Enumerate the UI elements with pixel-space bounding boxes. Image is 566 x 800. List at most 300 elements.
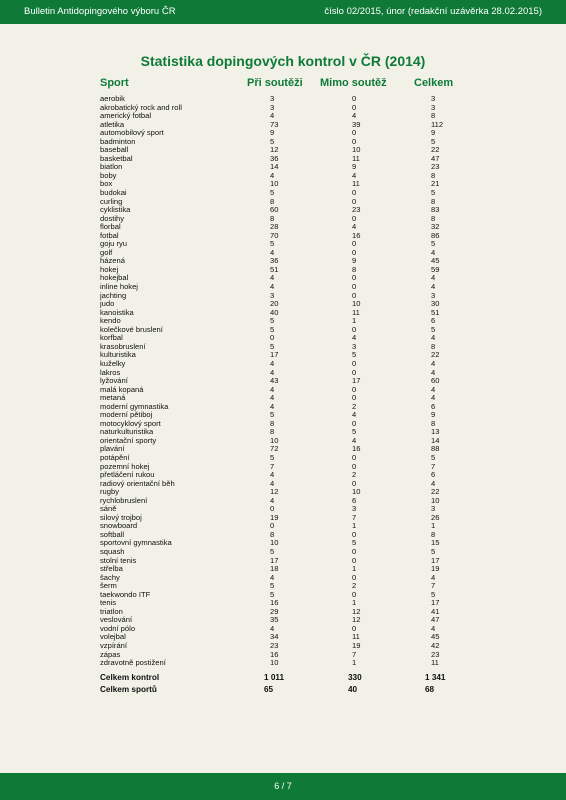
out-of-competition-value: 0 (352, 358, 357, 368)
total-value: 23 (431, 649, 440, 659)
total-value: 6 (431, 401, 436, 411)
table-row (0, 198, 566, 207)
in-competition-value: 5 (270, 546, 275, 556)
total-value: 8 (431, 196, 436, 206)
in-competition-value: 16 (270, 649, 279, 659)
in-competition-value: 4 (270, 572, 275, 582)
in-competition-value: 12 (270, 487, 279, 497)
sport-name: metaná (100, 393, 126, 403)
sport-name: pozemní hokej (100, 461, 150, 471)
out-of-competition-value: 16 (352, 444, 361, 454)
out-of-competition-value: 1 (352, 521, 357, 531)
table-row (0, 445, 566, 454)
in-competition-value: 72 (270, 444, 279, 454)
in-competition-value: 70 (270, 230, 279, 240)
sport-name: fotbal (100, 230, 119, 240)
table-row (0, 112, 566, 121)
in-competition-value: 9 (270, 128, 275, 138)
table-row (0, 591, 566, 600)
sport-name: tenis (100, 598, 117, 608)
out-of-competition-value: 1 (352, 598, 357, 608)
total-value: 8 (431, 111, 436, 121)
in-competition-value: 34 (270, 632, 279, 642)
in-competition-value: 5 (270, 324, 275, 334)
total-value: 86 (431, 230, 440, 240)
table-row (0, 531, 566, 540)
table-row (0, 642, 566, 651)
table-row (0, 463, 566, 472)
table-row (0, 377, 566, 386)
in-competition-value: 4 (270, 478, 275, 488)
total-value: 22 (431, 487, 440, 497)
sport-name: curling (100, 196, 123, 206)
in-competition-value: 40 (270, 307, 279, 317)
table-row (0, 659, 566, 668)
total-value: 4 (431, 358, 436, 368)
total-value: 4 (431, 384, 436, 394)
sport-name: badminton (100, 136, 136, 146)
sport-name: dostihy (100, 213, 125, 223)
out-of-competition-value: 0 (352, 623, 357, 633)
sport-name: goju ryu (100, 239, 128, 249)
total-value: 8 (431, 341, 436, 351)
sport-name: hokej (100, 264, 119, 274)
total-value: 3 (431, 504, 436, 514)
total-value: 8 (431, 170, 436, 180)
table-row (0, 488, 566, 497)
in-competition-value: 4 (270, 401, 275, 411)
page-title: Statistika dopingových kontrol v ČR (2014) (140, 53, 426, 69)
sport-name: jachting (100, 290, 127, 300)
out-of-competition-value: 6 (352, 495, 357, 505)
total-value: 47 (431, 615, 440, 625)
out-of-competition-value: 7 (352, 649, 357, 659)
in-competition-value: 29 (270, 606, 279, 616)
table-row (0, 411, 566, 420)
table-row (0, 394, 566, 403)
in-competition-value: 4 (270, 247, 275, 257)
total-value: 41 (431, 606, 440, 616)
sport-name: motocyklový sport (100, 418, 161, 428)
out-of-competition-value: 0 (352, 136, 357, 146)
out-of-competition-value: 9 (352, 162, 357, 172)
total-value: 17 (431, 598, 440, 608)
out-of-competition-value: 5 (352, 350, 357, 360)
total-value: 32 (431, 222, 440, 232)
in-competition-value: 8 (270, 427, 275, 437)
in-competition-value: 51 (270, 264, 279, 274)
total-value: 23 (431, 162, 440, 172)
out-of-competition-value: 19 (352, 641, 361, 650)
in-competition-value: 10 (270, 538, 279, 548)
total-value: 13 (431, 427, 440, 437)
table-row (0, 420, 566, 429)
sport-name: box (100, 179, 113, 189)
in-competition-value: 3 (270, 102, 275, 112)
total-value: 8 (431, 529, 436, 539)
out-of-competition-value: 0 (352, 555, 357, 565)
total-value: 4 (431, 282, 436, 292)
out-of-competition-value: 0 (352, 247, 357, 257)
table-row (0, 574, 566, 583)
total-value: 5 (431, 452, 436, 462)
sport-name: lyžování (100, 376, 128, 386)
table-row (0, 480, 566, 489)
total-sports-total: 68 (425, 685, 435, 694)
out-of-competition-value: 4 (352, 170, 357, 180)
sport-name: hokejbal (100, 273, 129, 283)
out-of-competition-value: 4 (352, 410, 357, 420)
sport-name: volejbal (100, 632, 126, 642)
total-value: 4 (431, 333, 436, 343)
sport-name: softball (100, 529, 125, 539)
out-of-competition-value: 8 (352, 264, 357, 274)
total-value: 15 (431, 538, 440, 548)
column-header-sport: Sport (100, 77, 129, 89)
in-competition-value: 3 (270, 94, 275, 103)
out-of-competition-value: 0 (352, 282, 357, 292)
table-row (0, 300, 566, 309)
table-row (0, 497, 566, 506)
in-competition-value: 5 (270, 136, 275, 146)
total-value: 1 (431, 521, 436, 531)
table-row (0, 266, 566, 275)
out-of-competition-value: 2 (352, 401, 357, 411)
sport-name: moderní pětiboj (100, 410, 153, 420)
in-competition-value: 36 (270, 153, 279, 163)
table-row (0, 146, 566, 155)
in-competition-value: 5 (270, 316, 275, 326)
out-of-competition-value: 0 (352, 239, 357, 249)
in-competition-value: 4 (270, 495, 275, 505)
in-competition-value: 73 (270, 119, 279, 129)
out-of-competition-value: 1 (352, 564, 357, 574)
total-value: 8 (431, 418, 436, 428)
in-competition-value: 5 (270, 341, 275, 351)
table-row (0, 95, 566, 104)
column-header-in-competition: Při soutěži (247, 77, 303, 89)
sport-name: sportovní gymnastika (100, 538, 172, 548)
total-value: 3 (431, 290, 436, 300)
in-competition-value: 14 (270, 162, 279, 172)
sport-name: inline hokej (100, 282, 138, 292)
table-row (0, 249, 566, 258)
total-sports-out-of-competition: 40 (348, 685, 358, 694)
sport-name: basketbal (100, 153, 133, 163)
out-of-competition-value: 0 (352, 367, 357, 377)
total-value: 7 (431, 581, 436, 591)
table-row (0, 437, 566, 446)
in-competition-value: 4 (270, 470, 275, 480)
in-competition-value: 16 (270, 598, 279, 608)
out-of-competition-value: 0 (352, 384, 357, 394)
total-value: 22 (431, 145, 440, 155)
table-row (0, 283, 566, 292)
sport-name: kanoistika (100, 307, 134, 317)
total-value: 45 (431, 256, 440, 266)
sport-name: šerm (100, 581, 117, 591)
in-competition-value: 28 (270, 222, 279, 232)
sport-name: akrobatický rock and roll (100, 102, 182, 112)
in-competition-value: 60 (270, 205, 279, 215)
sport-name: snowboard (100, 521, 138, 531)
sport-name: šachy (100, 572, 120, 582)
table-row (0, 548, 566, 557)
out-of-competition-value: 0 (352, 572, 357, 582)
sport-name: zdravotně postižení (100, 658, 166, 668)
sport-name: sáně (100, 504, 117, 514)
total-value: 4 (431, 273, 436, 283)
in-competition-value: 5 (270, 589, 275, 599)
table-row (0, 274, 566, 283)
total-controls-row (0, 672, 566, 684)
in-competition-value: 4 (270, 623, 275, 633)
total-value: 47 (431, 153, 440, 163)
sport-name: kolečkové bruslení (100, 324, 163, 334)
footer-bar (0, 773, 566, 800)
out-of-competition-value: 1 (352, 316, 357, 326)
table-row (0, 651, 566, 660)
in-competition-value: 4 (270, 273, 275, 283)
in-competition-value: 35 (270, 615, 279, 625)
table-row (0, 129, 566, 138)
total-value: 4 (431, 478, 436, 488)
out-of-competition-value: 0 (352, 324, 357, 334)
sport-name: rugby (100, 487, 119, 497)
table-row (0, 240, 566, 249)
out-of-competition-value: 16 (352, 230, 361, 240)
table-row (0, 539, 566, 548)
out-of-competition-value: 11 (352, 179, 360, 189)
column-header-out-of-competition: Mimo soutěž (320, 77, 387, 89)
in-competition-value: 0 (270, 333, 275, 343)
total-value: 6 (431, 470, 436, 480)
sport-name: squash (100, 546, 125, 556)
out-of-competition-value: 3 (352, 504, 357, 514)
total-value: 112 (431, 119, 444, 129)
in-competition-value: 5 (270, 581, 275, 591)
table-row (0, 522, 566, 531)
issue-info: číslo 02/2015, únor (redakční uzávěrka 28.02.2015) (324, 6, 542, 17)
total-value: 4 (431, 623, 436, 633)
sport-name: zápas (100, 649, 121, 659)
table-row (0, 343, 566, 352)
sport-name: veslování (100, 615, 133, 625)
total-value: 51 (431, 307, 440, 317)
in-competition-value: 5 (270, 410, 275, 420)
table-row (0, 616, 566, 625)
in-competition-value: 4 (270, 170, 275, 180)
sport-name: naturkulturistika (100, 427, 154, 437)
sport-name: malá kopaná (100, 384, 144, 394)
out-of-competition-value: 0 (352, 418, 357, 428)
sport-name: vzpírání (100, 641, 128, 650)
total-value: 9 (431, 128, 436, 138)
total-value: 60 (431, 376, 440, 386)
sport-name: florbal (100, 222, 121, 232)
total-value: 21 (431, 179, 440, 189)
in-competition-value: 5 (270, 452, 275, 462)
sport-name: budokai (100, 188, 127, 198)
total-value: 5 (431, 546, 436, 556)
total-value: 83 (431, 205, 440, 215)
in-competition-value: 4 (270, 282, 275, 292)
out-of-competition-value: 11 (352, 153, 360, 163)
in-competition-value: 4 (270, 358, 275, 368)
sport-name: golf (100, 247, 113, 257)
sport-name: biatlon (100, 162, 123, 172)
total-sports-label: Celkem sportů (100, 685, 157, 694)
in-competition-value: 17 (270, 555, 279, 565)
in-competition-value: 0 (270, 504, 275, 514)
sport-name: silový trojboj (100, 512, 142, 522)
in-competition-value: 7 (270, 461, 275, 471)
out-of-competition-value: 0 (352, 452, 357, 462)
total-value: 26 (431, 512, 440, 522)
in-competition-value: 36 (270, 256, 279, 266)
in-competition-value: 3 (270, 290, 275, 300)
table-row (0, 206, 566, 215)
in-competition-value: 4 (270, 111, 275, 121)
in-competition-value: 8 (270, 418, 275, 428)
table-row (0, 471, 566, 480)
in-competition-value: 0 (270, 521, 275, 531)
column-header-total: Celkem (414, 77, 454, 89)
table-row (0, 292, 566, 301)
table-row (0, 360, 566, 369)
out-of-competition-value: 0 (352, 273, 357, 283)
sport-name: střelba (100, 564, 123, 574)
table-row (0, 189, 566, 198)
table-row (0, 223, 566, 232)
in-competition-value: 20 (270, 299, 279, 309)
sport-name: korfbal (100, 333, 123, 343)
table-row (0, 317, 566, 326)
sport-name: americký fotbal (100, 111, 152, 121)
out-of-competition-value: 0 (352, 213, 357, 223)
table-row (0, 172, 566, 181)
out-of-competition-value: 5 (352, 427, 357, 437)
total-value: 42 (431, 641, 440, 650)
in-competition-value: 8 (270, 196, 275, 206)
out-of-competition-value: 4 (352, 435, 357, 445)
in-competition-value: 12 (270, 145, 279, 155)
total-controls-total: 1 341 (425, 673, 446, 682)
in-competition-value: 8 (270, 529, 275, 539)
out-of-competition-value: 4 (352, 111, 357, 121)
in-competition-value: 5 (270, 188, 275, 198)
total-controls-out-of-competition: 330 (348, 673, 362, 682)
total-value: 30 (431, 299, 440, 309)
total-value: 19 (431, 564, 440, 574)
sport-name: lakros (100, 367, 121, 377)
in-competition-value: 4 (270, 393, 275, 403)
sport-name: cyklistika (100, 205, 131, 215)
out-of-competition-value: 7 (352, 512, 357, 522)
table-row (0, 599, 566, 608)
in-competition-value: 19 (270, 512, 279, 522)
table-row (0, 138, 566, 147)
in-competition-value: 8 (270, 213, 275, 223)
total-value: 4 (431, 393, 436, 403)
sport-name: kendo (100, 316, 121, 326)
total-value: 5 (431, 589, 436, 599)
in-competition-value: 5 (270, 239, 275, 249)
out-of-competition-value: 0 (352, 461, 357, 471)
total-value: 11 (431, 658, 439, 668)
in-competition-value: 18 (270, 564, 279, 574)
out-of-competition-value: 0 (352, 589, 357, 599)
sport-name: triatlon (100, 606, 123, 616)
total-value: 8 (431, 213, 436, 223)
in-competition-value: 4 (270, 384, 275, 394)
total-value: 4 (431, 572, 436, 582)
out-of-competition-value: 3 (352, 341, 357, 351)
sport-name: judo (100, 299, 115, 309)
sport-name: stolní tenis (100, 555, 137, 565)
out-of-competition-value: 17 (352, 376, 361, 386)
table-row (0, 582, 566, 591)
total-value: 9 (431, 410, 436, 420)
table-row (0, 505, 566, 514)
table-row (0, 403, 566, 412)
sport-name: přetláčení rukou (100, 470, 155, 480)
out-of-competition-value: 5 (352, 538, 357, 548)
total-sports-row (0, 684, 566, 696)
out-of-competition-value: 0 (352, 128, 357, 138)
table-row (0, 104, 566, 113)
sport-name: házená (100, 256, 125, 266)
sport-name: automobilový sport (100, 128, 164, 138)
in-competition-value: 23 (270, 641, 279, 650)
out-of-competition-value: 4 (352, 222, 357, 232)
sport-name: potápění (100, 452, 130, 462)
out-of-competition-value: 10 (352, 487, 361, 497)
table-row (0, 625, 566, 634)
sport-name: kuželky (100, 358, 126, 368)
total-value: 3 (431, 94, 436, 103)
out-of-competition-value: 11 (352, 632, 360, 642)
total-value: 4 (431, 247, 436, 257)
statistics-table (0, 95, 566, 668)
out-of-competition-value: 0 (352, 102, 357, 112)
sport-name: plavání (100, 444, 125, 454)
page-number: 6 / 7 (274, 781, 292, 791)
out-of-competition-value: 12 (352, 615, 361, 625)
sport-name: radiový orientační běh (100, 478, 175, 488)
table-row (0, 232, 566, 241)
out-of-competition-value: 10 (352, 145, 361, 155)
out-of-competition-value: 4 (352, 333, 357, 343)
out-of-competition-value: 39 (352, 119, 361, 129)
out-of-competition-value: 0 (352, 546, 357, 556)
total-value: 5 (431, 188, 436, 198)
sport-name: boby (100, 170, 117, 180)
table-row (0, 351, 566, 360)
table-row (0, 557, 566, 566)
out-of-competition-value: 0 (352, 94, 357, 103)
total-value: 5 (431, 324, 436, 334)
in-competition-value: 17 (270, 350, 279, 360)
sport-name: aerobik (100, 94, 125, 103)
out-of-competition-value: 10 (352, 299, 361, 309)
total-controls-label: Celkem kontrol (100, 673, 160, 682)
table-row (0, 257, 566, 266)
total-value: 7 (431, 461, 436, 471)
out-of-competition-value: 2 (352, 581, 357, 591)
table-row (0, 180, 566, 189)
in-competition-value: 10 (270, 658, 279, 668)
